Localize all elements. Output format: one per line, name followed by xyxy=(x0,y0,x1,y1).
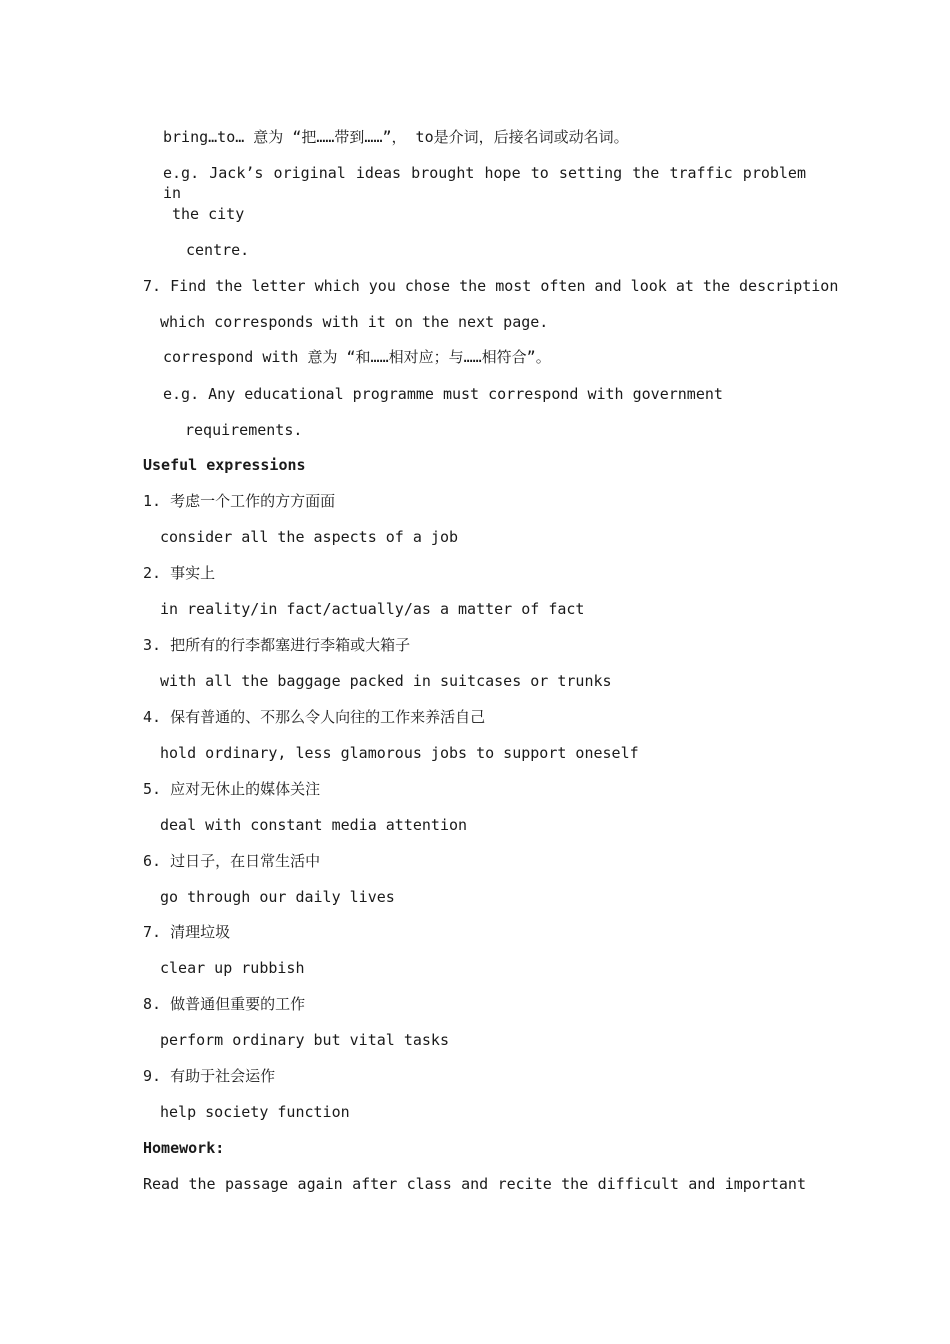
homework-heading: Homework: xyxy=(143,1139,225,1157)
homework-text: Read the passage again after class and recite the difficult and important xyxy=(143,1175,806,1193)
expression-cn: 6. 过日子，在日常生活中 xyxy=(143,852,321,870)
correspond-example-line2: requirements. xyxy=(185,421,303,439)
bring-to-example-line3: centre. xyxy=(186,241,250,259)
expression-en: with all the baggage packed in suitcases or trunks xyxy=(160,672,612,690)
expression-cn: 8. 做普通但重要的工作 xyxy=(143,995,306,1013)
bring-to-example-line1: e.g. Jack’s original ideas brought hope to setting the traffic problem in xyxy=(163,164,806,202)
useful-expressions-heading: Useful expressions xyxy=(143,456,306,474)
expression-en: in reality/in fact/actually/as a matter of fact xyxy=(160,600,585,618)
bring-to-explanation: bring…to… 意为 “把……带到……”， to是介词，后接名词或动名词。 xyxy=(163,128,629,146)
expression-cn: 4. 保有普通的、不那么令人向往的工作来养活自己 xyxy=(143,708,486,726)
expression-en: deal with constant media attention xyxy=(160,816,468,834)
expression-en: hold ordinary, less glamorous jobs to support oneself xyxy=(160,744,639,762)
expression-cn: 1. 考虑一个工作的方方面面 xyxy=(143,492,336,510)
item-7-line2: which corresponds with it on the next page. xyxy=(160,313,549,331)
expression-en: consider all the aspects of a job xyxy=(160,528,459,546)
expression-en: go through our daily lives xyxy=(160,888,395,906)
bring-to-example-line2: the city xyxy=(172,205,245,223)
correspond-example-line1: e.g. Any educational programme must correspond with government xyxy=(163,385,723,403)
item-7-line1: 7. Find the letter which you chose the most often and look at the description xyxy=(143,277,839,295)
expression-cn: 3. 把所有的行李都塞进行李箱或大箱子 xyxy=(143,636,411,654)
expression-cn: 9. 有助于社会运作 xyxy=(143,1067,276,1085)
expression-en: clear up rubbish xyxy=(160,959,305,977)
correspond-with-explanation: correspond with 意为 “和……相对应；与……相符合”。 xyxy=(163,348,551,366)
expression-en: help society function xyxy=(160,1103,350,1121)
expression-cn: 2. 事实上 xyxy=(143,564,216,582)
expression-en: perform ordinary but vital tasks xyxy=(160,1031,449,1049)
expression-cn: 5. 应对无休止的媒体关注 xyxy=(143,780,321,798)
expression-cn: 7. 清理垃圾 xyxy=(143,923,231,941)
